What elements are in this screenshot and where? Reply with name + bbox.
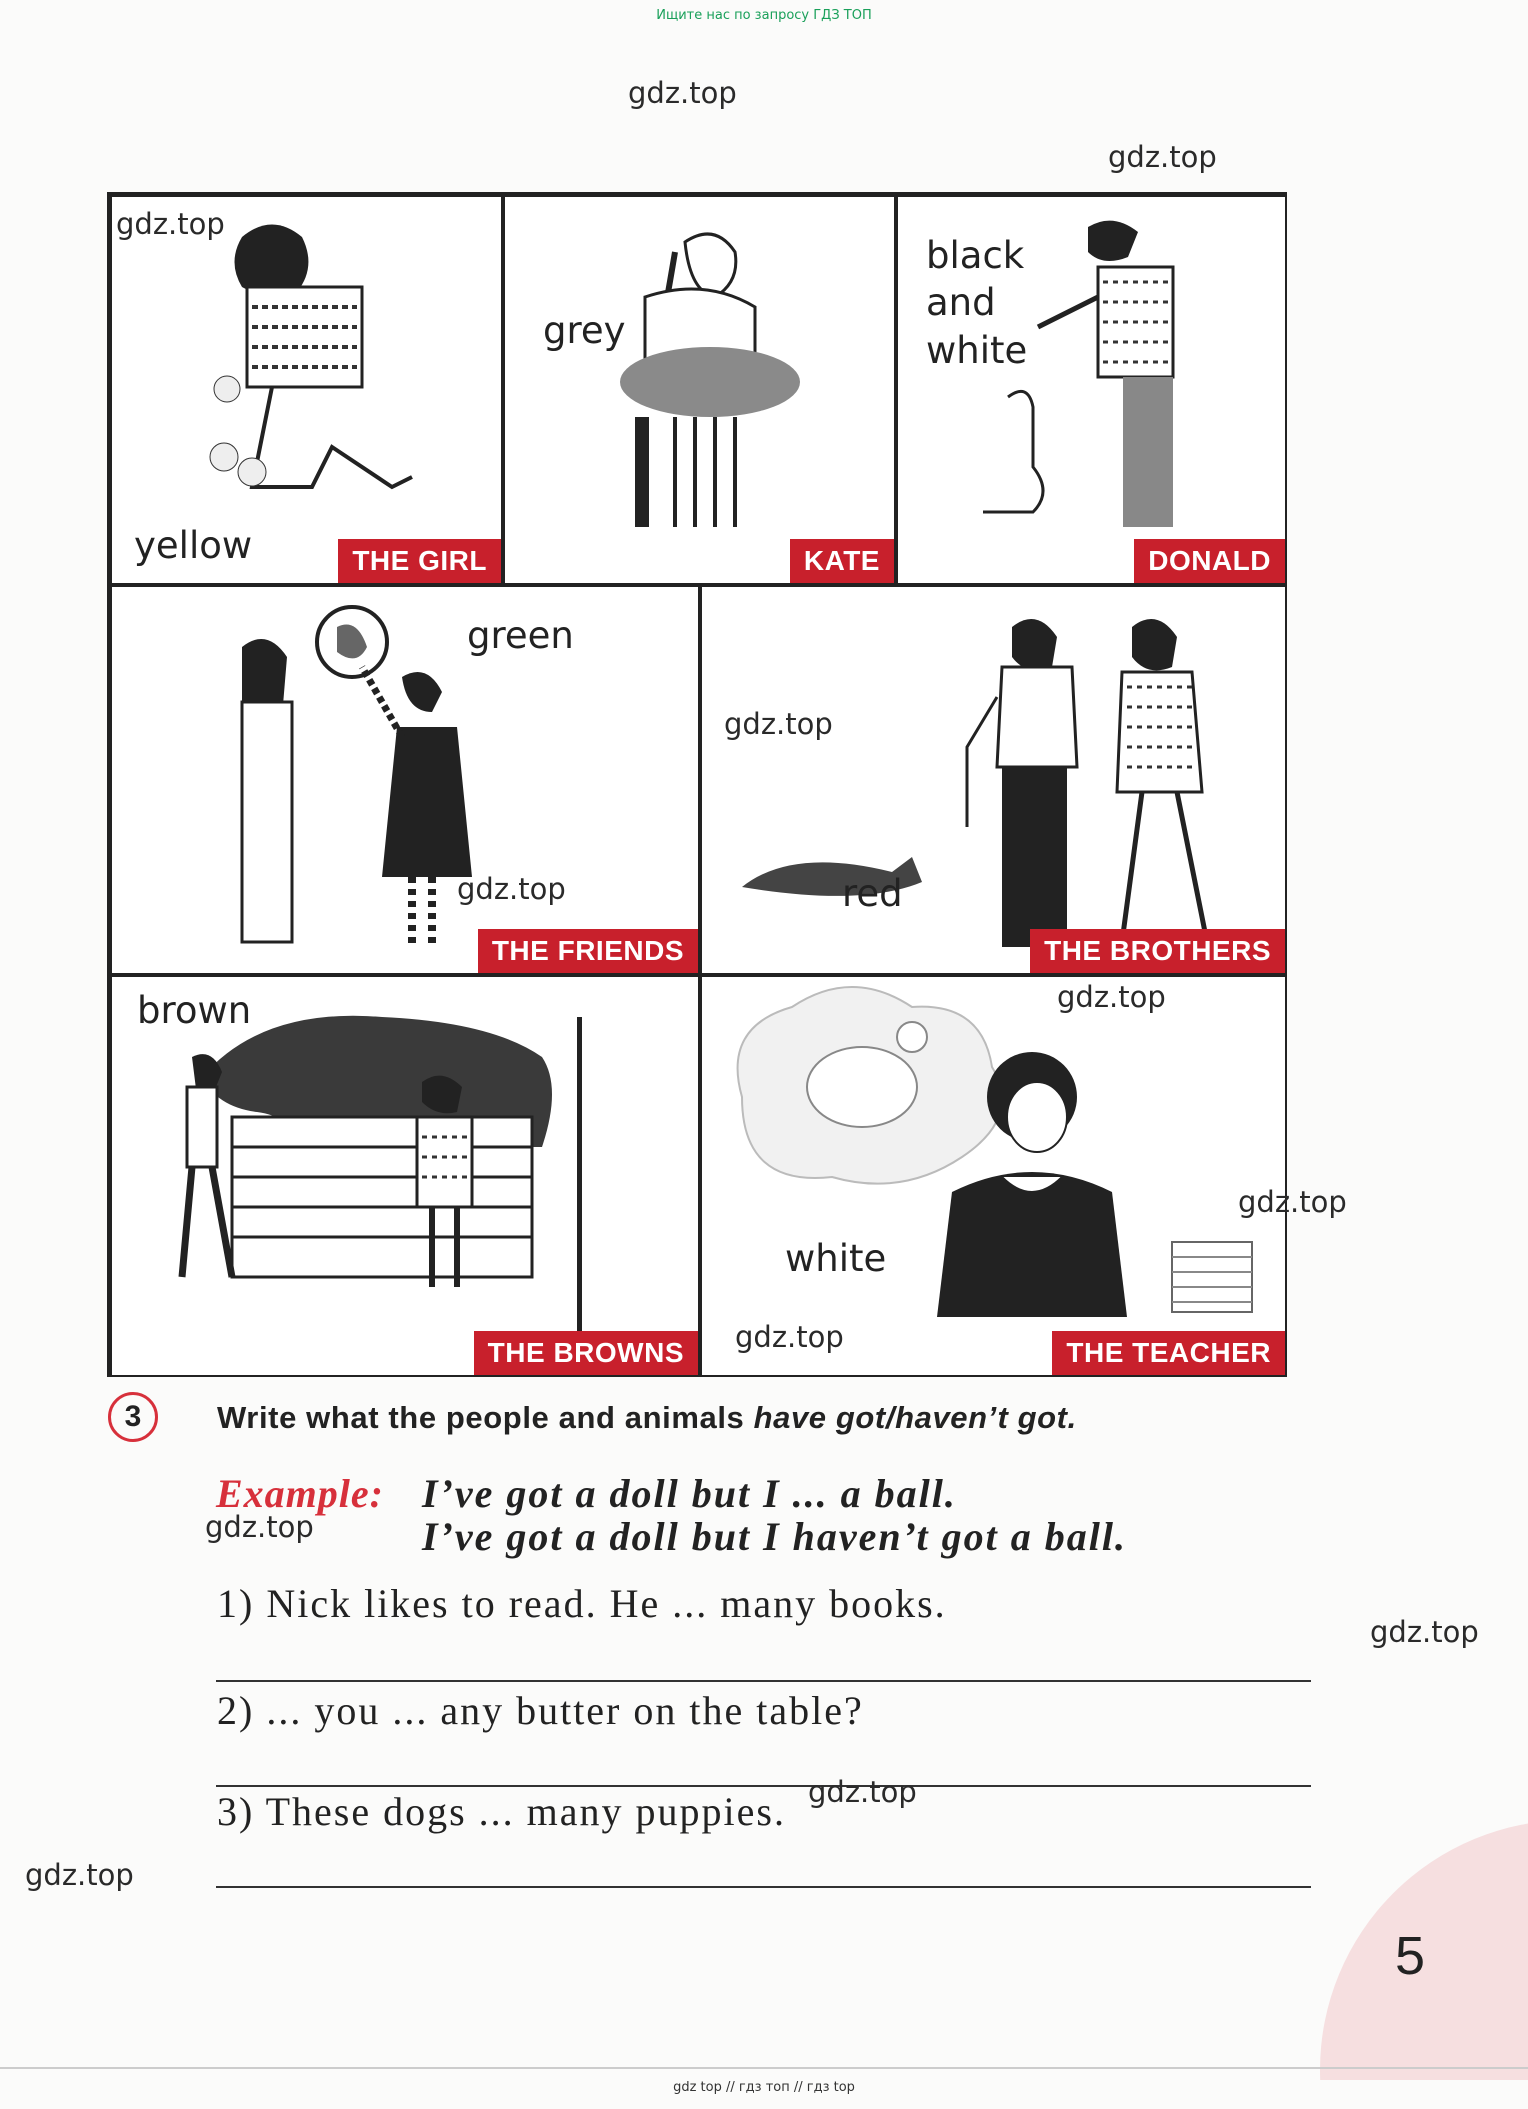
color-label: yellow [134, 524, 253, 567]
watermark: gdz.top [1057, 980, 1166, 1014]
watermark: gdz.top [457, 872, 566, 906]
watermark: gdz.top [1370, 1615, 1479, 1649]
answer-line-1[interactable] [216, 1680, 1311, 1682]
watermark: gdz.top [735, 1320, 844, 1354]
answer-line-3[interactable] [216, 1886, 1311, 1888]
exercise-item-3: 3) These dogs ... many puppies. [217, 1789, 786, 1834]
task-instruction-plain: Write what the people and animals [217, 1400, 754, 1435]
color-label: grey [543, 309, 626, 352]
task-number-badge: 3 [108, 1392, 158, 1442]
color-label: brown [137, 989, 252, 1032]
watermark: gdz.top [1238, 1185, 1347, 1219]
panel-tag: KATE [790, 539, 894, 583]
panel-tag: THE GIRL [338, 539, 501, 583]
friends-with-parrot-illustration [112, 587, 700, 975]
decorative-pink-corner [1240, 1800, 1528, 2080]
bottom-divider [0, 2067, 1528, 2069]
exercise-item-2: 2) ... you ... any butter on the table? [217, 1688, 864, 1733]
footer-note: gdz top // гдз топ // гдз top [673, 2080, 855, 2095]
panel-kate [503, 195, 896, 585]
example-label: Example: [216, 1471, 384, 1516]
panel-tag: THE BROTHERS [1030, 929, 1285, 973]
task-instruction-italic: have got/haven’t got. [753, 1400, 1077, 1435]
panel-the-teacher [700, 975, 1287, 1377]
panel-the-browns [110, 975, 700, 1377]
color-label: black and white [926, 234, 1028, 372]
exercise-item-1: 1) Nick likes to read. He ... many books. [217, 1581, 947, 1626]
color-label: green [467, 614, 574, 657]
panel-tag: THE BROWNS [474, 1331, 698, 1375]
panel-donald [896, 195, 1287, 585]
watermark: gdz.top [25, 1858, 134, 1892]
task-instruction [217, 1400, 1077, 1436]
page-number: 5 [1395, 1926, 1426, 1986]
brothers-with-cat-illustration [702, 587, 1287, 975]
color-label: white [785, 1237, 887, 1280]
browns-with-horse-illustration [112, 977, 700, 1377]
teacher-thinking-of-poodle-illustration [702, 977, 1287, 1377]
watermark: gdz.top [205, 1510, 314, 1544]
panel-tag: THE FRIENDS [478, 929, 698, 973]
illustration-grid [107, 192, 1287, 1377]
watermark: gdz.top [808, 1775, 917, 1809]
panel-tag: THE TEACHER [1052, 1331, 1285, 1375]
panel-the-brothers [700, 585, 1287, 975]
watermark: gdz.top [116, 207, 225, 241]
example-prompt: I’ve got a doll but I ... a ball. [422, 1471, 957, 1516]
example-answer: I’ve got a doll but I haven’t got a ball. [422, 1514, 1127, 1559]
watermark: gdz.top [628, 76, 737, 110]
answer-line-2[interactable] [216, 1785, 1311, 1787]
panel-the-girl [110, 195, 503, 585]
watermark: gdz.top [1108, 140, 1217, 174]
color-label: red [842, 872, 903, 915]
watermark: gdz.top [724, 707, 833, 741]
header-note: Ищите нас по запросу ГДЗ ТОП [656, 8, 872, 23]
kate-with-cat-illustration [505, 197, 896, 585]
panel-tag: DONALD [1134, 539, 1285, 583]
panel-the-friends [110, 585, 700, 975]
